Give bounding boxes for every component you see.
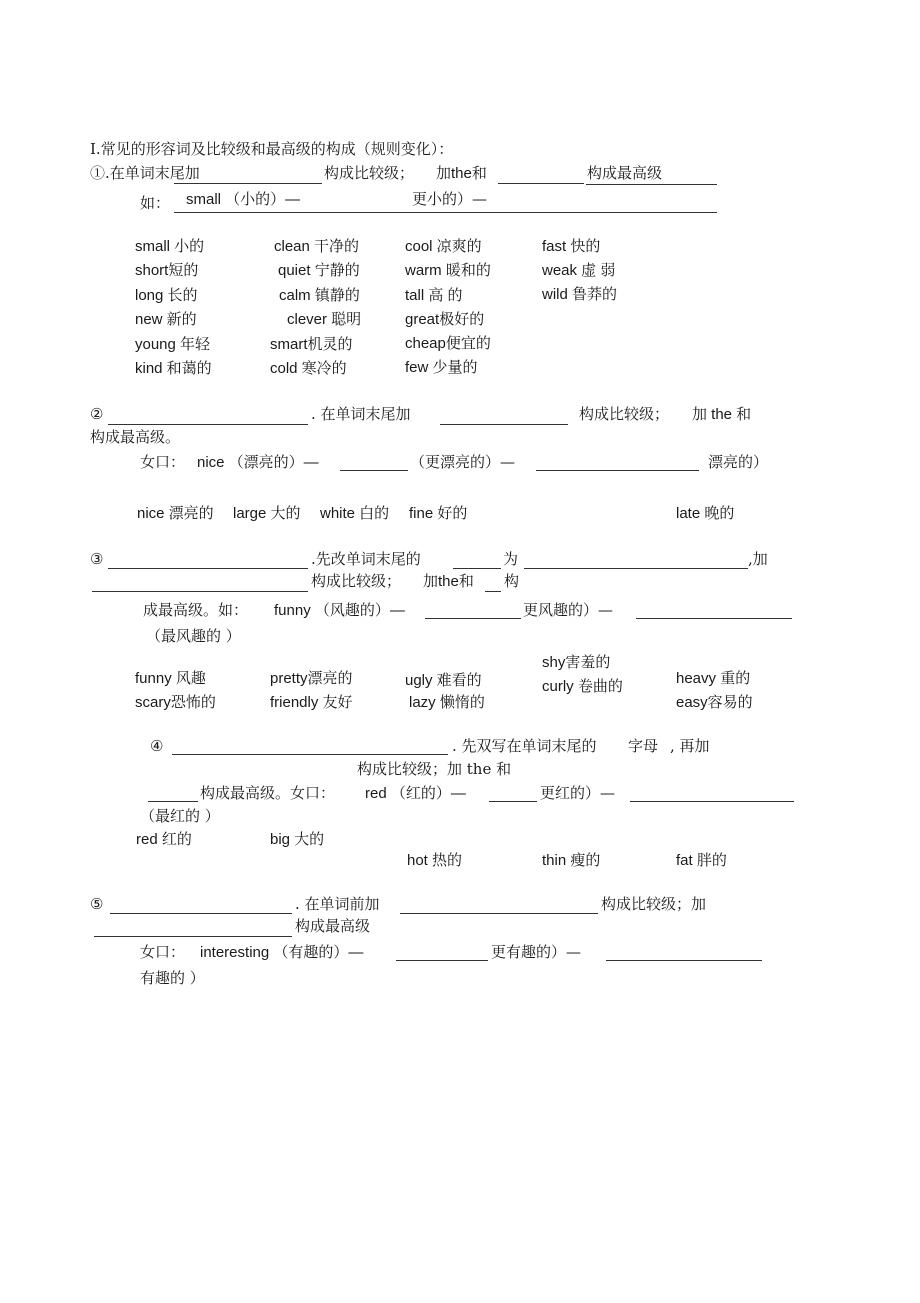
rule1-text: 构成比较级； <box>324 164 415 182</box>
rule2-blank-3[interactable] <box>340 470 408 471</box>
rule2-text: 构成比较级； <box>579 405 670 423</box>
rule5-example: 更有趣的）— <box>491 943 582 961</box>
word: smart机灵的 <box>270 336 353 353</box>
rule4-blank-2[interactable] <box>148 801 198 802</box>
rule5-blank-2[interactable] <box>400 913 598 914</box>
rule3-blank-5[interactable] <box>485 591 501 592</box>
rule1-text: 构成最高级 <box>587 164 663 182</box>
rule4-example: 更红的）— <box>540 784 616 802</box>
rule3-blank-2[interactable] <box>453 568 501 569</box>
rule3-text: ③ <box>90 550 104 568</box>
rule3-blank-4[interactable] <box>92 591 308 592</box>
word: shy害羞的 <box>542 654 611 671</box>
word: few 少量的 <box>405 359 478 376</box>
rule5-text: 构成比较级；加 <box>601 895 707 913</box>
rule2-blank-4[interactable] <box>536 470 699 471</box>
rule5-blank-5[interactable] <box>606 960 762 961</box>
word: clever 聪明 <box>287 311 362 328</box>
word: big 大的 <box>270 831 325 848</box>
rule5-text: ⑤ <box>90 895 104 913</box>
rule3-text: 成最高级。如： <box>143 601 249 619</box>
word: calm 镇静的 <box>279 287 360 304</box>
rule4-text: 构成最高级。女口： <box>200 784 336 802</box>
rule4-text: . 先双写在单词末尾的 <box>452 737 597 755</box>
rule4-example: （最红的 ） <box>140 807 220 825</box>
rule2-text: 加 the 和 <box>692 406 752 423</box>
rule1-text: 加the和 <box>436 165 487 182</box>
rule5-blank-1[interactable] <box>110 913 292 914</box>
rule2-example: nice （漂亮的）— <box>197 454 319 471</box>
rule3-text: 构成比较级； <box>311 572 402 590</box>
word: cheap便宜的 <box>405 335 491 352</box>
word: warm 暖和的 <box>405 262 491 279</box>
rule1-example: 更小的）— <box>412 190 488 208</box>
word: white 白的 <box>320 505 390 522</box>
rule2-blank-2[interactable] <box>440 424 568 425</box>
word: tall 高 的 <box>405 287 463 304</box>
word: weak 虚 弱 <box>542 262 616 279</box>
word: nice 漂亮的 <box>137 505 214 522</box>
rule2-example: 漂亮的） <box>708 453 769 471</box>
word: fat 胖的 <box>676 852 727 869</box>
page-title: I.常见的形容词及比较级和最高级的构成（规则变化）： <box>90 140 454 158</box>
rule3-text: 加the和 <box>423 573 474 590</box>
example-label: 女口： <box>140 943 186 961</box>
rule5-text: 构成最高级 <box>295 917 371 935</box>
rule2-blank-1[interactable] <box>108 424 308 425</box>
rule3-blank-6[interactable] <box>425 618 521 619</box>
word: large 大的 <box>233 505 301 522</box>
rule4-text: 构成比较级；加 the 和 <box>357 760 512 778</box>
rule5-blank-4[interactable] <box>396 960 488 961</box>
rule5-text: . 在单词前加 <box>295 895 380 913</box>
word: clean 干净的 <box>274 238 360 255</box>
rule1-blank-2[interactable] <box>498 183 584 184</box>
rule3-blank-7[interactable] <box>636 618 792 619</box>
rule4-text: 字母 <box>628 737 659 755</box>
word: short短的 <box>135 262 199 279</box>
rule5-blank-3[interactable] <box>94 936 292 937</box>
word: ugly 难看的 <box>405 672 482 689</box>
rule1-blank-3[interactable] <box>586 184 717 185</box>
rule4-text: ④ <box>150 737 164 755</box>
example-label: 如： <box>140 194 171 212</box>
word: cold 寒冷的 <box>270 360 347 377</box>
word: young 年轻 <box>135 336 211 353</box>
rule1-blank-1[interactable] <box>174 183 322 184</box>
word: fine 好的 <box>409 505 468 522</box>
word: thin 瘦的 <box>542 852 601 869</box>
rule4-blank-4[interactable] <box>630 801 794 802</box>
word: friendly 友好 <box>270 694 353 711</box>
rule4-text: , 再加 <box>670 737 710 755</box>
rule2-text: ② <box>90 405 104 423</box>
rule4-blank-1[interactable] <box>172 754 448 755</box>
rule3-example: （最风趣的 ） <box>146 627 241 645</box>
rule1-example: small （小的）— <box>186 191 301 208</box>
word: scary恐怖的 <box>135 694 216 711</box>
word: heavy 重的 <box>676 670 751 687</box>
word: small 小的 <box>135 238 205 255</box>
rule1-text: ①.在单词末尾加 <box>90 164 200 182</box>
word: long 长的 <box>135 287 198 304</box>
word: red 红的 <box>136 831 192 848</box>
word: pretty漂亮的 <box>270 670 353 687</box>
word: new 新的 <box>135 311 197 328</box>
rule3-text: ,加 <box>748 550 768 568</box>
word: lazy 懒惰的 <box>409 694 485 711</box>
example-label: 女口： <box>140 453 186 471</box>
rule2-text: . 在单词末尾加 <box>311 405 411 423</box>
rule3-text: 为 <box>503 550 519 568</box>
word: late 晚的 <box>676 505 735 522</box>
word: great极好的 <box>405 311 485 328</box>
rule4-example: red （红的）— <box>365 785 466 802</box>
rule3-example: funny （风趣的）— <box>274 602 405 619</box>
rule5-example: interesting （有趣的）— <box>200 944 364 961</box>
word: cool 凉爽的 <box>405 238 482 255</box>
rule4-blank-3[interactable] <box>489 801 537 802</box>
word: easy容易的 <box>676 694 753 711</box>
word: hot 热的 <box>407 852 463 869</box>
word: funny 风趣 <box>135 670 206 687</box>
rule3-blank-3[interactable] <box>524 568 748 569</box>
word: kind 和蔼的 <box>135 360 212 377</box>
rule1-example-line[interactable] <box>174 212 717 213</box>
rule2-example: （更漂亮的）— <box>410 453 516 471</box>
rule2-text: 构成最高级。 <box>90 428 181 446</box>
word: curly 卷曲的 <box>542 678 623 695</box>
word: fast 快的 <box>542 238 601 255</box>
word: wild 鲁莽的 <box>542 286 618 303</box>
word: quiet 宁静的 <box>278 262 360 279</box>
rule3-text: 构 <box>504 572 520 590</box>
rule5-example: 有趣的 ） <box>140 969 205 987</box>
rule3-example: 更风趣的）— <box>523 601 614 619</box>
rule3-blank-1[interactable] <box>108 568 308 569</box>
rule3-text: .先改单词末尾的 <box>311 550 421 568</box>
